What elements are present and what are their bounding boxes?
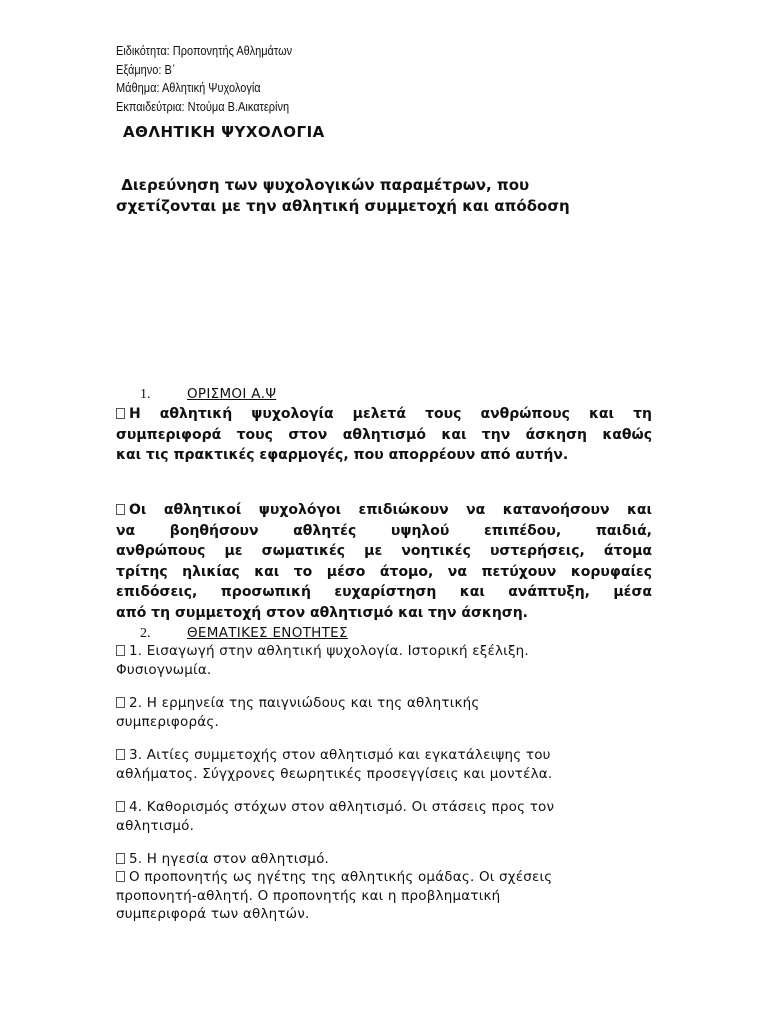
bullet-icon [116, 749, 125, 760]
bullet-icon [116, 408, 125, 419]
document-subtitle [116, 175, 570, 217]
specialty-line: Ειδικότητα: Προπονητής Αθλημάτων [116, 44, 293, 58]
bullet-icon [116, 697, 125, 708]
item-text: αθλήματος. Σύγχρονες θεωρητικές προσεγγίσεις και μοντέλα. [116, 765, 553, 782]
paragraph-line: Οι αθλητικοί ψυχολόγοι επιδιώκουν να κατανοήσουν και [129, 502, 652, 518]
item-text: Φυσιογνωμία. [116, 661, 212, 678]
topic-item-1 [116, 642, 529, 679]
item-text: 3. Αιτίες συμμετοχής στον αθλητισμό και εγκατάλειψης του [129, 747, 551, 763]
instructor-line: Εκπαιδεύτρια: Ντούμα Β.Αικατερίνη [116, 99, 290, 114]
paragraph-line: και τις πρακτικές εφαρμογές, που απορρέουν από αυτήν. [116, 447, 569, 463]
section-1-number: 1. [140, 387, 151, 402]
section-1-heading: ΟΡΙΣΜΟΙ Α.Ψ [187, 386, 277, 402]
document-title: ΑΘΛΗΤΙΚΗ ΨΥΧΟΛΟΓΙΑ [123, 123, 325, 141]
bullet-icon [116, 504, 125, 515]
bullet-icon [116, 645, 125, 656]
topic-item-4 [116, 798, 554, 835]
topic-item-2 [116, 694, 480, 731]
bullet-icon [116, 801, 125, 812]
item-text: 1. Εισαγωγή στην αθλητική ψυχολογία. Ιστορική εξέλιξη. [129, 643, 529, 659]
subtitle-line: σχετίζονται με την αθλητική συμμετοχή και απόδοση [116, 197, 570, 215]
course-info [116, 42, 316, 116]
semester-line: Εξάμηνο: Β΄ [116, 62, 176, 77]
subtitle-line: Διερεύνηση των ψυχολογικών παραμέτρων, που [116, 176, 530, 194]
definition-paragraph-2 [116, 500, 652, 623]
topic-item-5-detail [116, 868, 552, 924]
paragraph-line: να βοηθήσουν αθλητές υψηλού επιπέδου, παιδιά, [116, 522, 652, 539]
item-text: 5. Η ηγεσία στον αθλητισμό. [129, 851, 330, 867]
item-text: 2. Η ερμηνεία της παιγνιώδους και της αθλητικής [129, 695, 480, 711]
item-text: 4. Καθορισμός στόχων στον αθλητισμό. Οι στάσεις προς τον [129, 799, 555, 815]
section-2-heading: ΘΕΜΑΤΙΚΕΣ ΕΝΟΤΗΤΕΣ [187, 625, 348, 641]
definition-paragraph-1 [116, 404, 652, 466]
paragraph-line: από τη συμμετοχή στον αθλητισμό και την άσκηση. [116, 604, 528, 621]
section-2-number: 2. [140, 626, 151, 641]
paragraph-line: συμπεριφορά τους στον αθλητισμό και την άσκηση καθώς [116, 426, 652, 443]
topic-item-5 [116, 850, 329, 869]
item-text: Ο προπονητής ως ηγέτης της αθλητικής ομάδας. Οι σχέσεις [129, 869, 553, 885]
bullet-icon [116, 853, 125, 864]
paragraph-line: ανθρώπους με σωματικές με νοητικές υστερήσεις, άτομα [116, 543, 652, 559]
course-line: Μάθημα: Αθλητική Ψυχολογία [116, 81, 261, 95]
bullet-icon [116, 871, 125, 882]
item-text: προπονητή-αθλητή. Ο προπονητής και η προβληματική [116, 887, 501, 904]
paragraph-line: τρίτης ηλικίας και το μέσο άτομο, να πετύχουν κορυφαίες [116, 563, 652, 580]
item-text: αθλητισμό. [116, 817, 195, 834]
item-text: συμπεριφορά των αθλητών. [116, 906, 310, 922]
topic-item-3 [116, 746, 552, 783]
item-text: συμπεριφοράς. [116, 713, 219, 730]
paragraph-line: επιδόσεις, προσωπική ευχαρίστηση και ανάπτυξη, μέσα [116, 584, 652, 600]
paragraph-line: Η αθλητική ψυχολογία μελετά τους ανθρώπους και τη [129, 406, 652, 422]
